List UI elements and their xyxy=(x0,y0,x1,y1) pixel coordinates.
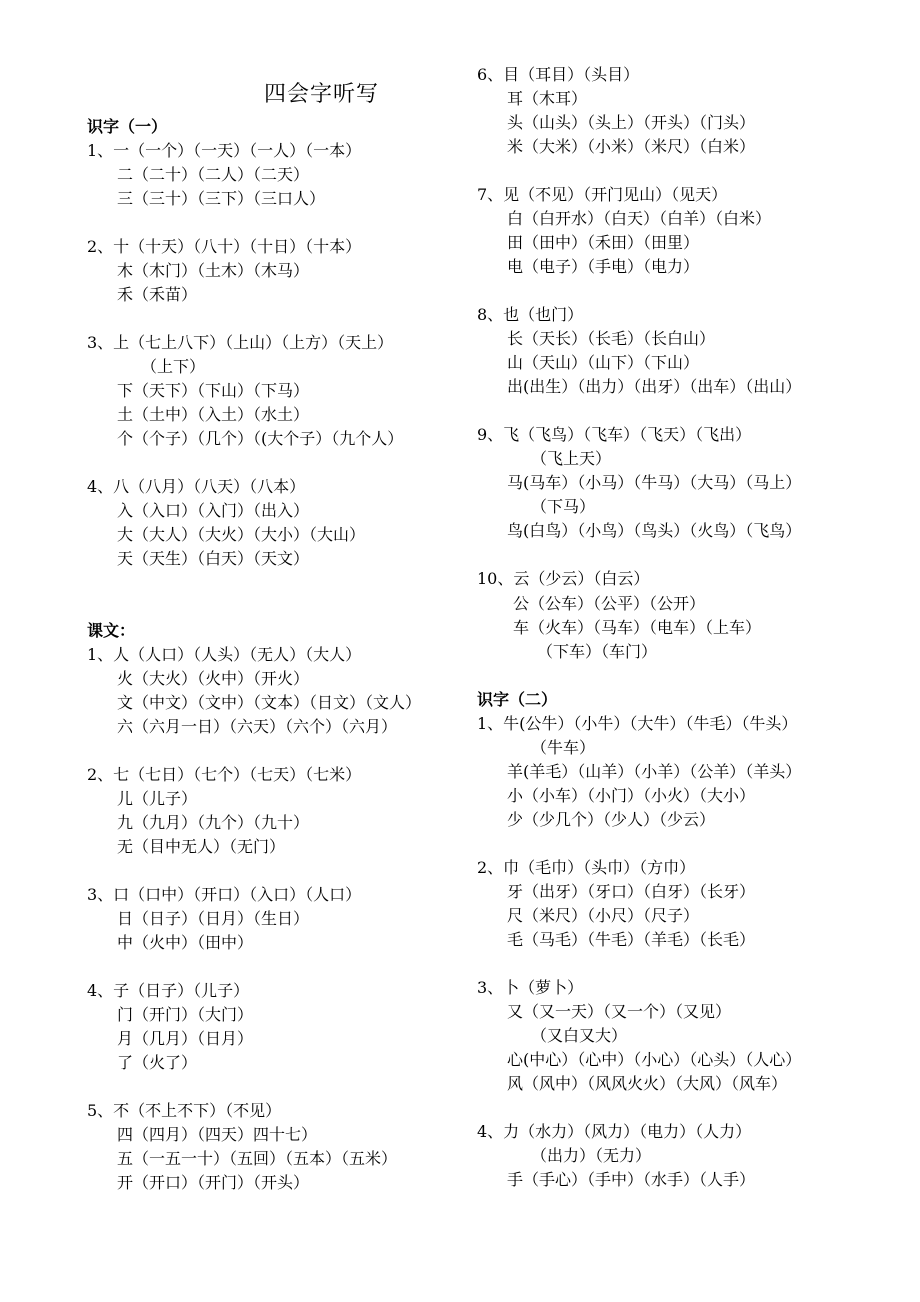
vocab-line: 日（日子）（日月）（生日） xyxy=(117,909,310,928)
vocab-line: 四（四月）（四天）四十七） xyxy=(117,1125,318,1144)
vocab-line: 1、牛(公牛）（小牛）（大牛）（牛毛）（牛头） xyxy=(477,714,798,733)
vocab-line: 入（入口）（入门）（出入） xyxy=(117,501,310,520)
vocab-line: （上下） xyxy=(141,357,206,376)
vocab-line: 风（风中）（风风火火）（大风）（风车） xyxy=(507,1074,788,1093)
vocab-line: 五（一五一十）（五回）（五本）（五米） xyxy=(117,1149,398,1168)
vocab-line: 三（三十）（三下）（三口人） xyxy=(117,189,326,208)
vocab-line: 开（开口）（开门）（开头） xyxy=(117,1173,310,1192)
vocab-line: （牛车） xyxy=(531,738,596,757)
vocab-line: 8、也（也门） xyxy=(477,305,584,324)
vocab-line: 中（火中）（田中） xyxy=(117,933,254,952)
vocab-line: 3、口（口中）（开口）（入口）（人口） xyxy=(87,885,362,904)
vocab-line: 头（山头）（头上）（开头）（门头） xyxy=(507,113,756,132)
vocab-line: 尺（米尺）（小尺）（尺子） xyxy=(507,906,700,925)
vocab-line: （又白又大） xyxy=(531,1026,628,1045)
vocab-line: 电（电子）（手电）（电力） xyxy=(507,257,700,276)
vocab-line: 山（天山）（山下）（下山） xyxy=(507,353,700,372)
vocab-line: 小（小车）（小门）（小火）（大小） xyxy=(507,786,756,805)
vocab-line: 4、子（日子）（儿子） xyxy=(87,981,250,1000)
vocab-line: （下马） xyxy=(531,497,596,516)
vocab-line: 木（木门）（土木）（木马） xyxy=(117,261,310,280)
vocab-line: 牙（出牙）（牙口）（白牙）（长牙） xyxy=(507,882,756,901)
vocab-line: 5、不（不上不下）（不见） xyxy=(87,1101,282,1120)
vocab-line: 白（白开水）（白天）（白羊）（白米） xyxy=(507,209,772,228)
vocab-line: 2、十（十天）（八十）（十日）（十本） xyxy=(87,237,362,256)
vocab-line: 4、八（八月）（八天）（八本） xyxy=(87,477,306,496)
vocab-line: 九（九月）（九个）（九十） xyxy=(117,813,310,832)
vocab-line: 禾（禾苗） xyxy=(117,285,198,304)
vocab-line: 公（公车）（公平）（公开） xyxy=(513,594,706,613)
vocab-line: 9、飞（飞鸟）（飞车）（飞天）（飞出） xyxy=(477,425,752,444)
vocab-line: 个（个子）（几个）（(大个子）（九个人） xyxy=(117,429,404,448)
vocab-line: 月（几月）（日月） xyxy=(117,1029,254,1048)
vocab-line: 火（大火）（火中）（开火） xyxy=(117,669,310,688)
vocab-line: 4、力（水力）（风力）（电力）（人力） xyxy=(477,1122,752,1141)
vocab-line: 门（开门）（大门） xyxy=(117,1005,254,1024)
vocab-line: 6、目（耳目）（头目） xyxy=(477,65,640,84)
vocab-line: 2、巾（毛巾）（头巾）（方巾） xyxy=(477,858,696,877)
page-title: 四会字听写 xyxy=(264,82,380,107)
vocab-line: 儿（儿子） xyxy=(117,789,198,808)
vocab-line: 了（火了） xyxy=(117,1053,198,1072)
section-heading: 识字（二） xyxy=(477,690,558,709)
vocab-line: 无（目中无人）（无门） xyxy=(117,837,286,856)
vocab-line: 车（火车）（马车）（电车）（上车） xyxy=(513,618,762,637)
vocab-line: 土（土中）（入土）（水土） xyxy=(117,405,310,424)
vocab-line: 二（二十）（二人）（二天） xyxy=(117,165,310,184)
vocab-line: 又（又一天）（又一个）（又见） xyxy=(507,1002,732,1021)
vocab-line: 耳（木耳） xyxy=(507,89,588,108)
vocab-line: 天（天生）（白天）（天文） xyxy=(117,549,310,568)
section-heading: 识字（一） xyxy=(87,117,168,136)
vocab-line: （飞上天） xyxy=(531,449,612,468)
vocab-line: 文（中文）（文中）（文本）（日文）（文人） xyxy=(117,693,422,712)
vocab-line: 长（天长）（长毛）（长白山） xyxy=(507,329,716,348)
vocab-line: （下车）（车门） xyxy=(537,642,658,661)
vocab-line: 出(出生）（出力）（出牙）（出车）（出山） xyxy=(507,377,802,396)
vocab-line: 7、见（不见）（开门见山）（见天） xyxy=(477,185,728,204)
vocab-line: 2、七（七日）（七个）（七天）（七米） xyxy=(87,765,362,784)
vocab-line: 马(马车）（小马）（牛马）（大马）（马上） xyxy=(507,473,802,492)
vocab-line: 少（少几个）（少人）（少云） xyxy=(507,810,716,829)
vocab-line: 米（大米）（小米）（米尺）（白米） xyxy=(507,137,756,156)
vocab-line: 羊(羊毛）（山羊）（小羊）（公羊）（羊头） xyxy=(507,762,802,781)
vocab-line: 手（手心）（手中）（水手）（人手） xyxy=(507,1170,756,1189)
section-heading: 课文： xyxy=(87,621,136,640)
vocab-line: 3、卜（萝卜） xyxy=(477,978,584,997)
vocab-line: 六（六月一日）（六天）（六个）（六月） xyxy=(117,717,398,736)
vocab-line: 毛（马毛）（牛毛）（羊毛）（长毛） xyxy=(507,930,756,949)
vocab-line: 1、一（一个）（一天）（一人）（一本） xyxy=(87,141,362,160)
vocab-line: 心(中心）（心中）（小心）（心头）（人心） xyxy=(507,1050,802,1069)
vocab-line: 田（田中）（禾田）（田里） xyxy=(507,233,700,252)
vocab-line: 3、上（七上八下）（上山）（上方）（天上） xyxy=(87,333,394,352)
vocab-line: 1、人（人口）（人头）（无人）（大人） xyxy=(87,645,362,664)
vocab-line: 鸟(白鸟）（小鸟）（鸟头）（火鸟）（飞鸟） xyxy=(507,521,802,540)
vocab-line: 大（大人）（大火）（大小）（大山） xyxy=(117,525,366,544)
vocab-line: 下（天下）（下山）（下马） xyxy=(117,381,310,400)
vocab-line: 10、云（少云）（白云） xyxy=(477,569,650,588)
vocab-line: （出力）（无力） xyxy=(531,1146,652,1165)
